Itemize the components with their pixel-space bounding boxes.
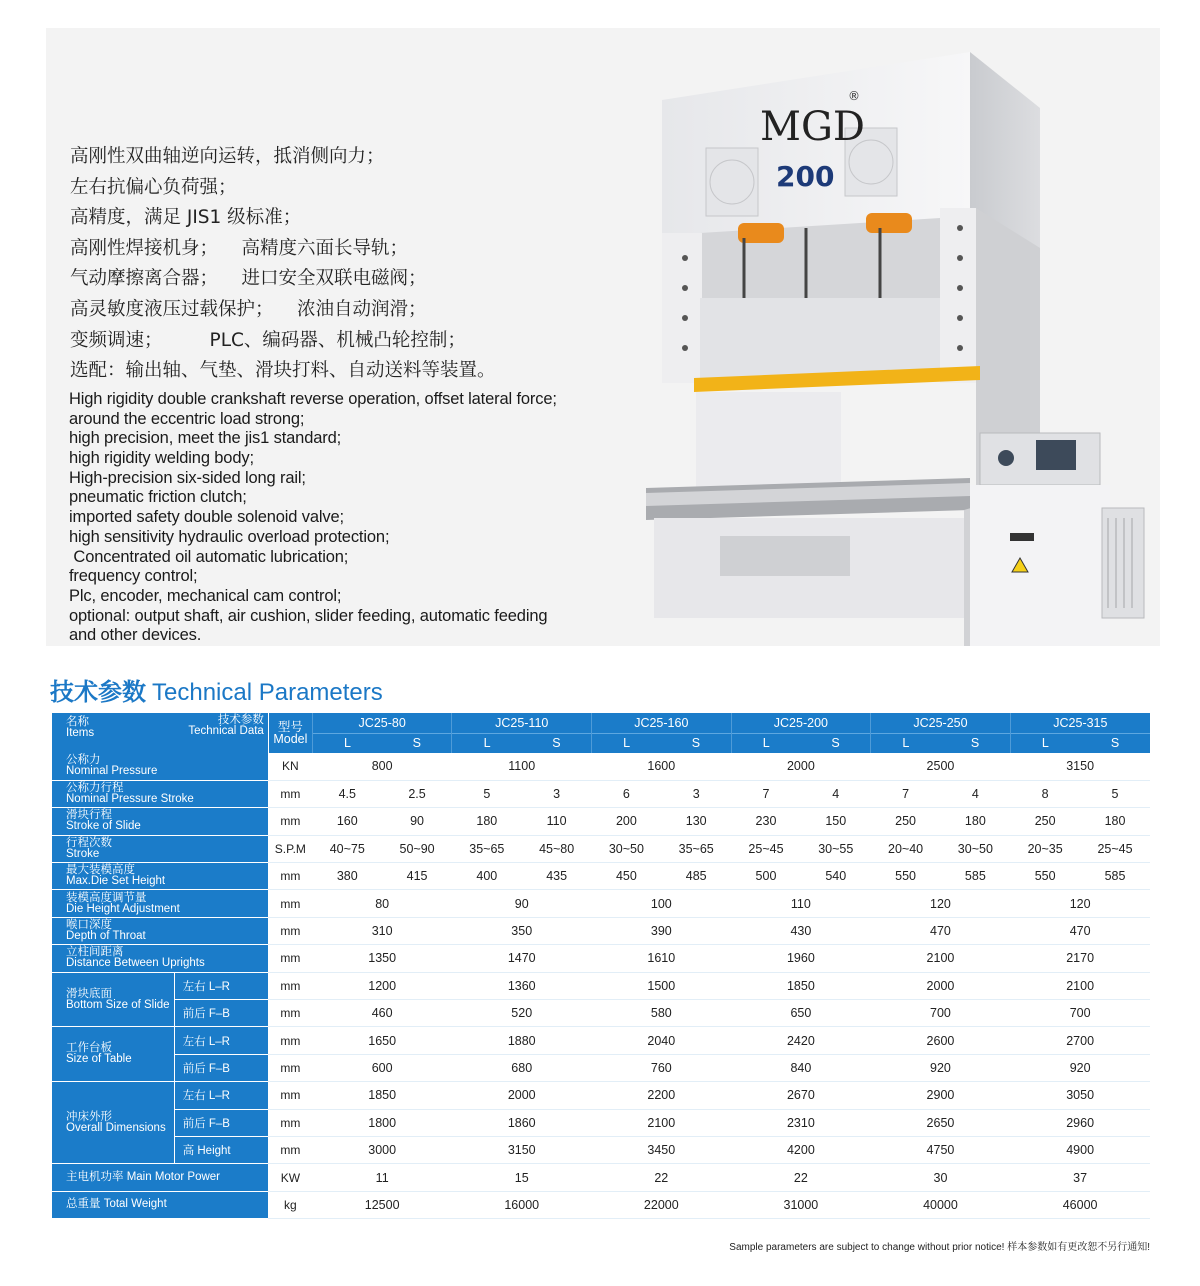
sub-label: 左右 L–R: [174, 972, 268, 999]
sub-header-s: S: [940, 733, 1010, 753]
feature-en-line: and other devices.: [69, 626, 202, 645]
sub-label: 高 Height: [174, 1136, 268, 1163]
table-row: [52, 1136, 1150, 1163]
table-cell: 6: [592, 780, 662, 807]
table-cell: 540: [801, 863, 871, 890]
table-row: [52, 890, 1150, 917]
row-label: [52, 917, 268, 944]
feature-zh-line: 左右抗偏心负荷强；: [70, 176, 237, 198]
model-header: [268, 713, 312, 753]
row-label-zh: 喉口深度: [66, 919, 112, 932]
model-name: JC25-160: [592, 713, 732, 733]
table-cell: 2170: [1010, 945, 1150, 972]
table-cell: 180: [452, 808, 522, 835]
table-cell: 4: [940, 780, 1010, 807]
unit-cell: mm: [268, 945, 312, 972]
feature-en-line: pneumatic friction clutch;: [69, 488, 247, 507]
table-cell: 250: [1010, 808, 1080, 835]
table-cell: 1880: [452, 1027, 592, 1054]
table-cell: 4: [801, 780, 871, 807]
table-cell: 600: [312, 1054, 452, 1081]
table-cell: 20~40: [871, 835, 941, 862]
table-cell: 90: [452, 890, 592, 917]
unit-cell: kg: [268, 1191, 312, 1218]
table-cell: 1610: [592, 945, 732, 972]
table-cell: 1600: [592, 753, 732, 780]
group-label-zh: 冲床外形: [66, 1110, 112, 1123]
table-cell: 2100: [592, 1109, 732, 1136]
unit-cell: mm: [268, 1136, 312, 1163]
unit-cell: S.P.M: [268, 835, 312, 862]
table-row: [52, 1000, 1150, 1027]
footnote: Sample parameters are subject to change without prior notice! 样本参数如有更改恕不另行通知!: [729, 1242, 1150, 1253]
table-cell: 30~50: [592, 835, 662, 862]
table-cell: 120: [871, 890, 1011, 917]
table-row: [52, 945, 1150, 972]
table-cell: 250: [871, 808, 941, 835]
table-cell: 5: [452, 780, 522, 807]
tonnage-label: 200: [776, 160, 835, 193]
group-label-zh: 工作台板: [66, 1042, 112, 1055]
unit-cell: mm: [268, 1109, 312, 1136]
model-name: JC25-250: [871, 713, 1011, 733]
feature-zh-line: 高精度，满足 JIS1 级标准；: [70, 207, 302, 229]
brand-logo: MGD: [760, 104, 865, 150]
sub-header-s: S: [801, 733, 871, 753]
row-label: [52, 863, 268, 890]
group-label: [52, 1027, 174, 1082]
model-name: JC25-200: [731, 713, 871, 733]
table-cell: 2420: [731, 1027, 871, 1054]
model-en: Model: [273, 732, 308, 746]
corner-top-en: Technical Data: [188, 725, 264, 737]
table-corner: [52, 713, 268, 753]
table-cell: 760: [592, 1054, 732, 1081]
unit-cell: KN: [268, 753, 312, 780]
feature-zh-line: 高刚性双曲轴逆向运转，抵消侧向力；: [70, 146, 385, 167]
unit-cell: mm: [268, 1000, 312, 1027]
table-cell: 2.5: [382, 780, 452, 807]
row-label: [52, 780, 268, 807]
sub-header-l: L: [731, 733, 801, 753]
table-cell: 2100: [1010, 972, 1150, 999]
table-cell: 200: [592, 808, 662, 835]
table-cell: 580: [592, 1000, 732, 1027]
table-cell: 3: [522, 780, 592, 807]
table-cell: 2700: [1010, 1027, 1150, 1054]
corner-left-zh: 名称: [66, 716, 89, 728]
unit-cell: mm: [268, 1027, 312, 1054]
table-cell: 2900: [871, 1082, 1011, 1109]
sub-label: 左右 L–R: [174, 1027, 268, 1054]
table-cell: 500: [731, 863, 801, 890]
feature-en-line: around the eccentric load strong;: [69, 409, 305, 428]
table-row: [52, 753, 1150, 780]
table-cell: 40~75: [312, 835, 382, 862]
unit-cell: mm: [268, 780, 312, 807]
table-row: [52, 917, 1150, 944]
table-cell: 3150: [452, 1136, 592, 1163]
table-cell: 80: [312, 890, 452, 917]
table-cell: 435: [522, 863, 592, 890]
table-cell: 3050: [1010, 1082, 1150, 1109]
table-cell: 2960: [1010, 1109, 1150, 1136]
table-cell: 2040: [592, 1027, 732, 1054]
row-label-zh: 立柱间距离: [66, 946, 124, 959]
table-cell: 3000: [312, 1136, 452, 1163]
table-cell: 7: [731, 780, 801, 807]
table-cell: 45~80: [522, 835, 592, 862]
row-label-en: Nominal Pressure Stroke: [66, 793, 194, 806]
table-cell: 40000: [871, 1191, 1011, 1218]
section-title-en: Technical Parameters: [152, 679, 383, 706]
table-row: [52, 863, 1150, 890]
feature-en-line: Concentrated oil automatic lubrication;: [69, 547, 349, 566]
group-label-en: Overall Dimensions: [66, 1121, 166, 1134]
table-cell: 30~50: [940, 835, 1010, 862]
sub-header-l: L: [1010, 733, 1080, 753]
row-label-en: Depth of Throat: [66, 930, 146, 943]
table-row: [52, 1054, 1150, 1081]
parameters-table: [52, 713, 1150, 1219]
table-cell: 1960: [731, 945, 871, 972]
row-label-zh: 公称力: [66, 754, 101, 767]
table-cell: 1860: [452, 1109, 592, 1136]
table-cell: 485: [661, 863, 731, 890]
feature-en-line: High rigidity double crankshaft reverse operation, offset lateral force;: [69, 390, 557, 408]
table-cell: 2200: [592, 1082, 732, 1109]
feature-en-line: high sensitivity hydraulic overload protection;: [69, 527, 390, 546]
corner-top-zh: 技术参数: [217, 714, 264, 726]
row-label-zh: 行程次数: [66, 836, 112, 849]
table-cell: 585: [940, 863, 1010, 890]
table-cell: 16000: [452, 1191, 592, 1218]
table-cell: 550: [1010, 863, 1080, 890]
registered-mark: ®: [848, 89, 860, 103]
row-label-en: Distance Between Uprights: [66, 957, 205, 970]
features-english: [69, 390, 629, 646]
section-title-zh: 技术参数: [50, 678, 146, 706]
table-cell: 585: [1080, 863, 1150, 890]
table-cell: 180: [940, 808, 1010, 835]
table-cell: 35~65: [661, 835, 731, 862]
section-title: [50, 672, 383, 704]
row-label: 总重量 Total Weight: [52, 1191, 268, 1218]
table-cell: 3150: [1010, 753, 1150, 780]
table-cell: 4.5: [312, 780, 382, 807]
table-cell: 2650: [871, 1109, 1011, 1136]
unit-cell: mm: [268, 808, 312, 835]
table-cell: 430: [731, 917, 871, 944]
table-row: [52, 780, 1150, 807]
unit-cell: mm: [268, 917, 312, 944]
table-row: [52, 1191, 1150, 1218]
sub-header-s: S: [382, 733, 452, 753]
table-cell: 450: [592, 863, 662, 890]
row-label: [52, 808, 268, 835]
table-row: [52, 1164, 1150, 1191]
row-label: [52, 835, 268, 862]
group-label: [52, 972, 174, 1027]
row-label-en: Stroke of Slide: [66, 820, 141, 833]
feature-en-line: imported safety double solenoid valve;: [69, 508, 344, 527]
model-name: JC25-315: [1010, 713, 1150, 733]
table-cell: 1470: [452, 945, 592, 972]
table-cell: 110: [522, 808, 592, 835]
table-cell: 800: [312, 753, 452, 780]
table-cell: 470: [1010, 917, 1150, 944]
model-name: JC25-110: [452, 713, 592, 733]
sub-header-s: S: [1080, 733, 1150, 753]
table-cell: 390: [592, 917, 732, 944]
table-cell: 2000: [452, 1082, 592, 1109]
sub-label: 前后 F–B: [174, 1109, 268, 1136]
table-cell: 120: [1010, 890, 1150, 917]
row-label-en: Stroke: [66, 847, 100, 860]
table-cell: 1360: [452, 972, 592, 999]
table-cell: 90: [382, 808, 452, 835]
table-row: [52, 972, 1150, 999]
table-cell: 550: [871, 863, 941, 890]
table-cell: 130: [661, 808, 731, 835]
table-cell: 1100: [452, 753, 592, 780]
feature-zh-line: 高刚性焊接机身； 高精度六面长导轨；: [70, 237, 409, 259]
row-label: 主电机功率 Main Motor Power: [52, 1164, 268, 1191]
features-chinese: [70, 142, 630, 387]
model-name: JC25-80: [312, 713, 452, 733]
table-cell: 50~90: [382, 835, 452, 862]
feature-en-line: optional: output shaft, air cushion, slider feeding, automatic feeding: [69, 606, 548, 625]
table-cell: 350: [452, 917, 592, 944]
sub-header-l: L: [312, 733, 382, 753]
table-cell: 520: [452, 1000, 592, 1027]
table-row: [52, 1027, 1150, 1054]
table-cell: 415: [382, 863, 452, 890]
table-cell: 1850: [731, 972, 871, 999]
table-cell: 2670: [731, 1082, 871, 1109]
feature-zh-line: 选配：输出轴、气垫、滑块打料、自动送料等装置。: [70, 360, 496, 382]
row-label-en: Nominal Pressure: [66, 765, 158, 778]
table-cell: 180: [1080, 808, 1150, 835]
table-cell: 4200: [731, 1136, 871, 1163]
row-label: [52, 945, 268, 972]
table-cell: 5: [1080, 780, 1150, 807]
table-cell: 2100: [871, 945, 1011, 972]
table-cell: 3: [661, 780, 731, 807]
table-cell: 4750: [871, 1136, 1011, 1163]
feature-en-line: frequency control;: [69, 567, 198, 586]
table-cell: 150: [801, 808, 871, 835]
table-cell: 25~45: [1080, 835, 1150, 862]
table-cell: 100: [592, 890, 732, 917]
table-cell: 22000: [592, 1191, 732, 1218]
table-cell: 2310: [731, 1109, 871, 1136]
table-row: [52, 1082, 1150, 1109]
table-cell: 1650: [312, 1027, 452, 1054]
sub-label: 前后 F–B: [174, 1000, 268, 1027]
table-cell: 35~65: [452, 835, 522, 862]
sub-header-l: L: [592, 733, 662, 753]
row-label-zh: 最大装模高度: [66, 864, 135, 877]
unit-cell: mm: [268, 1054, 312, 1081]
table-cell: 1850: [312, 1082, 452, 1109]
table-cell: 680: [452, 1054, 592, 1081]
table-cell: 650: [731, 1000, 871, 1027]
feature-en-line: High-precision six-sided long rail;: [69, 468, 306, 487]
corner-left-en: Items: [66, 727, 95, 739]
group-label-en: Bottom Size of Slide: [66, 998, 170, 1011]
table-cell: 22: [592, 1164, 732, 1191]
table-cell: 230: [731, 808, 801, 835]
table-cell: 20~35: [1010, 835, 1080, 862]
row-label-en: Max.Die Set Height: [66, 875, 166, 888]
row-label: [52, 890, 268, 917]
table-cell: 3450: [592, 1136, 732, 1163]
table-cell: 25~45: [731, 835, 801, 862]
unit-cell: KW: [268, 1164, 312, 1191]
sub-header-s: S: [522, 733, 592, 753]
table-cell: 2000: [731, 753, 871, 780]
unit-cell: mm: [268, 890, 312, 917]
table-cell: 30: [871, 1164, 1011, 1191]
table-cell: 470: [871, 917, 1011, 944]
feature-en-line: high rigidity welding body;: [69, 449, 254, 468]
table-cell: 110: [731, 890, 871, 917]
unit-cell: mm: [268, 863, 312, 890]
table-cell: 37: [1010, 1164, 1150, 1191]
table-cell: 31000: [731, 1191, 871, 1218]
row-label-zh: 装模高度调节量: [66, 891, 147, 904]
feature-en-line: high precision, meet the jis1 standard;: [69, 429, 342, 448]
table-cell: 2600: [871, 1027, 1011, 1054]
table-cell: 1200: [312, 972, 452, 999]
row-label-zh: 滑块行程: [66, 809, 112, 822]
press-machine-image: [640, 48, 1160, 646]
table-cell: 840: [731, 1054, 871, 1081]
table-cell: 30~55: [801, 835, 871, 862]
feature-en-line: Plc, encoder, mechanical cam control;: [69, 586, 342, 605]
table-cell: 1800: [312, 1109, 452, 1136]
table-cell: 11: [312, 1164, 452, 1191]
row-label: [52, 753, 268, 780]
feature-zh-line: 气动摩擦离合器； 进口安全双联电磁阀；: [70, 268, 427, 290]
sub-header-s: S: [661, 733, 731, 753]
table-cell: 160: [312, 808, 382, 835]
row-label-zh: 公称力行程: [66, 782, 124, 795]
table-cell: 460: [312, 1000, 452, 1027]
sub-label: 前后 F–B: [174, 1054, 268, 1081]
table-row: [52, 808, 1150, 835]
table-cell: 310: [312, 917, 452, 944]
table-cell: 7: [871, 780, 941, 807]
table-cell: 920: [1010, 1054, 1150, 1081]
group-label-en: Size of Table: [66, 1053, 132, 1066]
group-label: [52, 1082, 174, 1164]
sub-header-l: L: [871, 733, 941, 753]
sub-header-l: L: [452, 733, 522, 753]
table-cell: 1500: [592, 972, 732, 999]
table-cell: 1350: [312, 945, 452, 972]
table-cell: 4900: [1010, 1136, 1150, 1163]
model-zh: 型号: [277, 720, 303, 734]
table-row: [52, 835, 1150, 862]
table-cell: 46000: [1010, 1191, 1150, 1218]
table-cell: 8: [1010, 780, 1080, 807]
group-label-zh: 滑块底面: [66, 987, 112, 1000]
feature-zh-line: 变频调速； PLC、编码器、机械凸轮控制；: [70, 329, 466, 351]
row-label-en: Die Height Adjustment: [66, 902, 180, 915]
table-cell: 22: [731, 1164, 871, 1191]
unit-cell: mm: [268, 972, 312, 999]
sub-label: 左右 L–R: [174, 1082, 268, 1109]
table-cell: 380: [312, 863, 382, 890]
table-cell: 700: [871, 1000, 1011, 1027]
feature-zh-line: 高灵敏度液压过载保护； 浓油自动润滑；: [70, 298, 427, 320]
table-cell: 12500: [312, 1191, 452, 1218]
table-row: [52, 1109, 1150, 1136]
table-cell: 2000: [871, 972, 1011, 999]
table-cell: 920: [871, 1054, 1011, 1081]
table-cell: 2500: [871, 753, 1011, 780]
table-cell: 700: [1010, 1000, 1150, 1027]
table-cell: 400: [452, 863, 522, 890]
table-cell: 15: [452, 1164, 592, 1191]
unit-cell: mm: [268, 1082, 312, 1109]
